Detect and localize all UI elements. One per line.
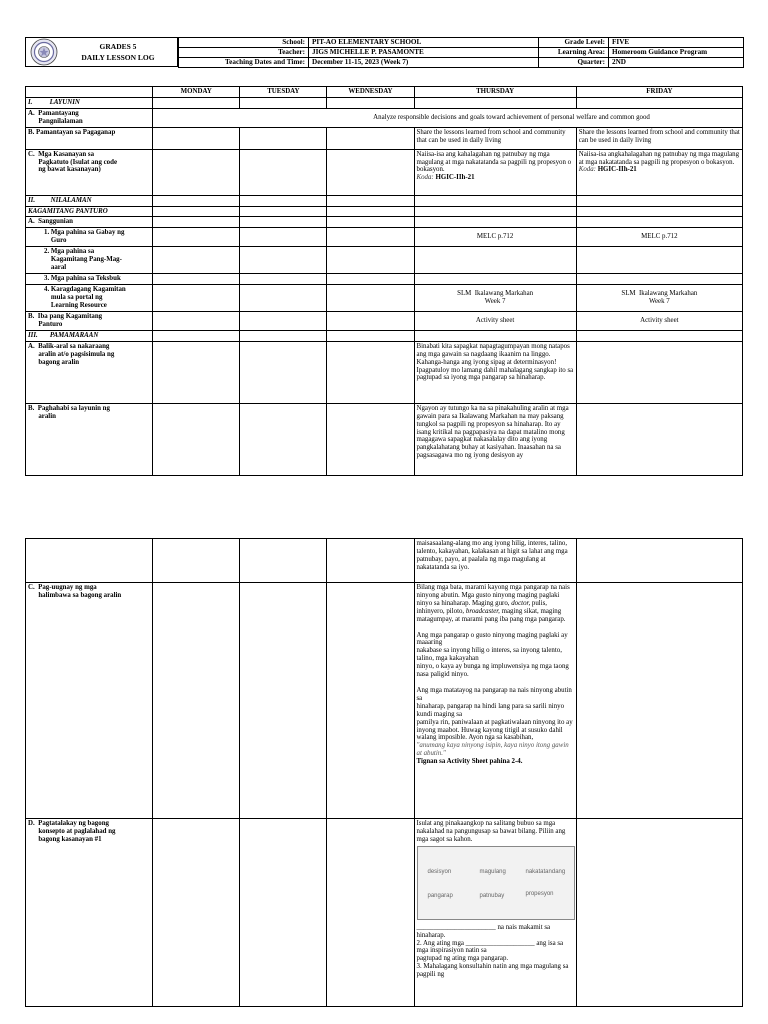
row-label-karagdagang-kagamitan: 4. Karagdagang Kagamitan mula sa portal ng Learning Resource bbox=[26, 285, 153, 312]
lesson-log-table bbox=[25, 86, 743, 476]
row-label-sanggunian: A. Sanggunian bbox=[26, 217, 153, 228]
pagtatalakay-item-1: _______________________ na nais makamit sa hinaharap. bbox=[416, 923, 551, 939]
dates-label: Teaching Dates and Time: bbox=[179, 58, 309, 68]
section-nilalaman: II. NILALAMAN bbox=[26, 195, 153, 206]
header-title-block bbox=[62, 42, 174, 63]
row-label-pamantayang-pangnilalaman: A. Pamantayang Pangnilalaman bbox=[26, 108, 153, 127]
activity-thursday: Activity sheet bbox=[414, 312, 576, 331]
section-pamamaraan: III. PAMAMARAAN bbox=[26, 330, 153, 341]
pagganap-friday: Share the lessons learned from school and community that can be used in daily living bbox=[576, 127, 742, 149]
corner-cell bbox=[26, 87, 153, 98]
koda-label: Koda: bbox=[578, 166, 596, 174]
day-header-thursday: THURSDAY bbox=[414, 87, 576, 98]
kasanayan-friday bbox=[576, 149, 742, 195]
section-layunin: I. LAYUNIN bbox=[26, 97, 153, 108]
word-choice: propesyon bbox=[525, 890, 554, 897]
gabay-thursday: MELC p.712 bbox=[414, 228, 576, 247]
grade-level-value: FIVE bbox=[609, 38, 744, 48]
pagtatalakay-thursday bbox=[414, 819, 576, 1007]
pag-uugnay-quote: "anumang kaya ninyong isipin, kaya ninyo itong gawin at abutin." bbox=[416, 742, 569, 758]
header-info-table bbox=[178, 37, 744, 68]
day-header-monday: MONDAY bbox=[153, 87, 240, 98]
koda-value-friday: HGIC-IIh-21 bbox=[597, 166, 637, 174]
deped-seal-icon bbox=[30, 38, 58, 66]
word-choice: magulang bbox=[479, 868, 506, 875]
slm-friday: SLM Ikalawang Markahan Week 7 bbox=[576, 285, 742, 312]
activity-friday: Activity sheet bbox=[576, 312, 742, 331]
koda-label: Koda: bbox=[416, 174, 434, 182]
row-label-pag-uugnay: C. Pag-uugnay ng mga halimbawa sa bagong aralin bbox=[26, 583, 153, 819]
pagtatalakay-intro: Isulat ang pinakaangkop na salitang bubuo sa mga nakalahad na pangungusap sa bawat bilang. Piliin ang mga sagot sa kahon. bbox=[416, 820, 566, 843]
row-label-pagtatalakay: D. Pagtatalakay ng bagong konsepto at paglalahad ng bagong kasanayan #1 bbox=[26, 819, 153, 1007]
teacher-value: JIGS MICHELLE P. PASAMONTE bbox=[309, 48, 539, 58]
word-choice: patnubay bbox=[479, 892, 505, 899]
row-label-paghahabi: B. Paghahabi sa layunin ng aralin bbox=[26, 403, 153, 475]
row-label-kagamitang-pang-mag-aaral: 2. Mga pahina sa Kagamitang Pang-Mag- aaral bbox=[26, 247, 153, 274]
lesson-log-table-continued bbox=[25, 538, 743, 1007]
dates-value: December 11-15, 2023 (Week 7) bbox=[309, 58, 539, 68]
balik-aral-thursday: Binabati kita sapagkat napagtagumpayan mong natapos ang mga gawain sa nagdaang ikaanim na linggo. Kahanga-hanga ang iyong sipag at determinasyon! Ipagpatuloy mo lamang dahil mahalagang sangkap ito sa pagtupad sa iyong mga pangarap sa hinaharap. bbox=[414, 341, 576, 403]
pagtatalakay-item-2: 2. Ang ating mga ____________________ ang isa sa mga inspirasiyon natin sa pagtupad ng ating mga pangarap. bbox=[416, 939, 564, 963]
row-label-kasanayan: C. Mga Kasanayan sa Pagkatuto (Isulat ang code ng bawat kasanayan) bbox=[26, 149, 153, 195]
row-label-gabay-guro: 1. Mga pahina sa Gabay ng Guro bbox=[26, 228, 153, 247]
word-choice: pangarap bbox=[427, 892, 453, 899]
pag-uugnay-paragraph-1: Bilang mga bata, marami kayong mga pangarap na nais ninyong abutin. Mga gusto ninyong maging paglaki ninyo sa hinaharap. Maging guro, doctor, pulis, inhinyero, piloto, broadcaster, maging sikat, maging matagumpay, at marami pang iba pang mga pangarap. bbox=[416, 584, 570, 623]
row-label-balik-aral: A. Balik-aral sa nakaraang aralin at/o pagsisimula ng bagong aralin bbox=[26, 341, 153, 403]
kasanayan-thursday bbox=[414, 149, 576, 195]
kasanayan-friday-text: Naiisa-isa angkahalagahan ng patnubay ng mga magulang at mga nakatatanda sa pagpili ng propesyon o bokasyon. bbox=[578, 150, 740, 166]
row-label-teksbuk: 3. Mga pahina sa Teksbuk bbox=[26, 274, 153, 285]
quarter-label: Quarter: bbox=[539, 58, 609, 68]
quarter-value: 2ND bbox=[609, 58, 744, 68]
learning-area-value: Homeroom Guidance Program bbox=[609, 48, 744, 58]
learning-area-label: Learning Area: bbox=[539, 48, 609, 58]
day-header-wednesday: WEDNESDAY bbox=[327, 87, 414, 98]
row-label-iba-pang-kagamitan: B. Iba pang Kagamitang Panturo bbox=[26, 312, 153, 331]
pag-uugnay-paragraph-2: Ang mga pangarap o gusto ninyong maging paglaki ay maaaring nakabase sa inyong hilig o interes, sa inyong talento, talino, mga kakayahan ninyo, o kaya ay bunga ng impluwensiya ng mga taong nasa paligid ninyo. bbox=[416, 631, 569, 679]
grade-level-label: Grade Level: bbox=[539, 38, 609, 48]
row-label-pamantayan-pagganap: B. Pamantayan sa Pagaganap bbox=[26, 127, 153, 149]
gabay-friday: MELC p.712 bbox=[576, 228, 742, 247]
word-choice: desisyon bbox=[427, 868, 452, 875]
day-header-friday: FRIDAY bbox=[576, 87, 742, 98]
pagtatalakay-item-3: 3. Mahalagang konsultahin natin ang mga magulang sa pagpili ng bbox=[416, 963, 569, 979]
school-label: School: bbox=[179, 38, 309, 48]
koda-value-thursday: HGIC-IIh-21 bbox=[435, 174, 475, 182]
paghahabi-thursday: Ngayon ay tutungo ka na sa pinakahuling aralin at mga gawain para sa Ikalawang Markahan na may paksang tungkol sa pagpili ng propesyon sa hinaharap. Ito ay isang kritikal na pagpapasiya na dapat matalino mong magagawa sapagkat nakasalalay dito ang iyong pangkalahatang buhay at kasiyahan. Inaasahan na sa pagsasagawa mo ng iyong desisyon ay bbox=[414, 403, 576, 475]
pamantayang-pangnilalaman-text: Analyze responsible decisions and goals toward achievement of personal welfare and common good bbox=[153, 108, 743, 127]
pag-uugnay-thursday bbox=[414, 583, 576, 819]
pagganap-thursday: Share the lessons learned from school and community that can be used in daily living bbox=[414, 127, 576, 149]
school-value: PIT-AO ELEMENTARY SCHOOL bbox=[309, 38, 539, 48]
pag-uugnay-paragraph-3: Ang mga matatayog na pangarap na nais ninyong abutin sa hinaharap, pangarap na hindi lang para sa sarili ninyo kundi maging sa pamilya rin, paniwalaan at pagkatiwalaan ninyong ito ay inyong maabot. Huwag kayong titigil at susuko dahil walang imposible. Ayon nga sa kasabihan, bbox=[416, 686, 573, 742]
teacher-label: Teacher: bbox=[179, 48, 309, 58]
log-title: DAILY LESSON LOG bbox=[81, 52, 155, 62]
paghahabi-thursday-continued: maisasaalang-alang mo ang iyong hilig, interes, talino, talento, kakayahan, kalakasan at higit sa lahat ang mga patnubay, payo, at paalala ng mga magulang at nakatatanda sa iyo. bbox=[414, 539, 576, 583]
grades-label: GRADES 5 bbox=[99, 42, 137, 51]
section-kagamitan: KAGAMITANG PANTURO bbox=[26, 206, 153, 217]
pag-uugnay-tignan: Tignan sa Activity Sheet pahina 2-4. bbox=[416, 758, 523, 766]
day-header-tuesday: TUESDAY bbox=[240, 87, 327, 98]
word-choice-box bbox=[417, 846, 575, 920]
word-choice: nakatatandang bbox=[525, 868, 566, 875]
kasanayan-thursday-text: Naiisa-isa ang kahalagahan ng patnubay ng mga magulang at mga nakatatanda sa pagpili ng propesyon o bokasyon. bbox=[416, 150, 572, 174]
slm-thursday: SLM Ikalawang Markahan Week 7 bbox=[414, 285, 576, 312]
